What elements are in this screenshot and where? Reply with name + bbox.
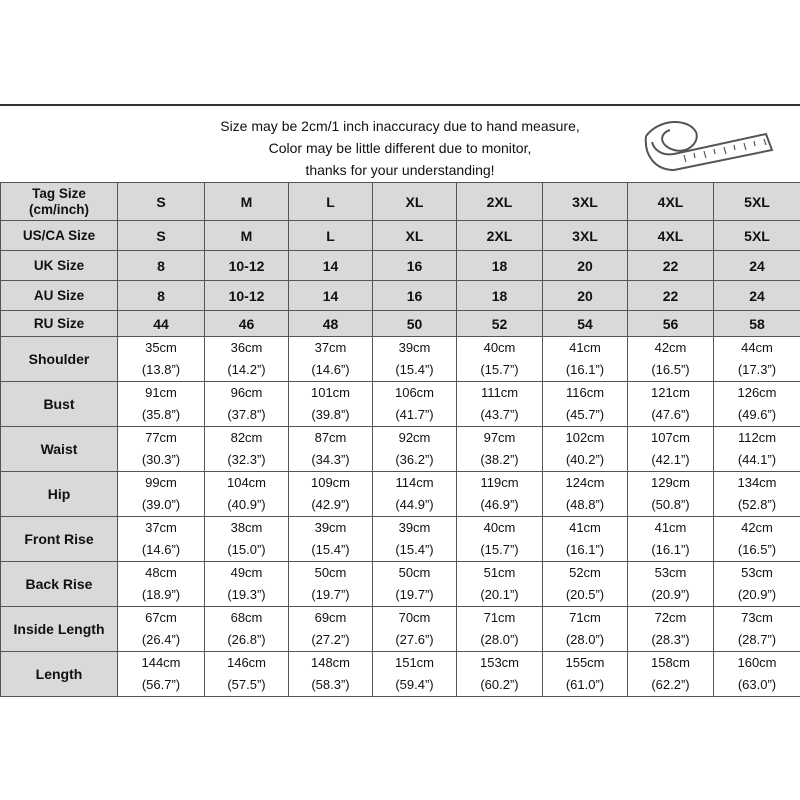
measurement-cell [628,382,714,427]
measurement-cell [205,607,289,652]
cm-value: 126cm [737,385,777,400]
inch-value: (58.3”) [311,677,350,692]
cm-value: 72cm [654,610,687,625]
cm-value: 146cm [226,655,267,670]
inch-value: (42.9”) [311,497,350,512]
measurement-cell [289,427,373,472]
size-cell: 46 [205,311,289,337]
measurement-cell [457,517,543,562]
inch-value: (49.6”) [737,407,777,422]
measurement-cell [714,562,800,607]
size-cell: S [118,183,205,221]
cm-value: 37cm [145,520,177,535]
measurement-label: Front Rise [1,517,118,562]
cm-value: 73cm [741,610,773,625]
cm-value: 40cm [483,520,516,535]
measurement-cell [205,562,289,607]
measurement-row [1,517,800,562]
cm-value: 67cm [145,610,177,625]
measurement-cell [628,562,714,607]
measurement-cell [714,517,800,562]
cm-value: 51cm [483,565,516,580]
cm-value: 41cm [569,340,601,355]
size-row [1,251,800,281]
inch-value: (39.8”) [311,407,350,422]
cm-value: 48cm [145,565,177,580]
inch-value: (26.8”) [227,632,266,647]
measurement-cell [543,607,628,652]
measurement-cell [118,517,205,562]
inch-value: (52.8”) [737,497,777,512]
size-cell: L [289,221,373,251]
inch-value: (57.5”) [227,677,266,692]
note-line-3: thanks for your understanding! [305,162,495,178]
inch-value: (20.1”) [480,587,519,602]
size-row [1,183,800,221]
measurement-cell [289,652,373,697]
cm-value: 50cm [398,565,431,580]
measurement-row [1,427,800,472]
measurement-cell [543,337,628,382]
inch-value: (48.8”) [565,497,605,512]
measurement-cell [118,337,205,382]
inch-value: (20.5”) [565,587,605,602]
row-label: Tag Size (cm/inch) [1,183,118,221]
cm-value: 116cm [565,385,605,400]
measurement-cell [543,652,628,697]
inch-value: (28.7”) [737,632,777,647]
measurement-cell [205,652,289,697]
cm-value: 121cm [650,385,691,400]
measurement-label: Length [1,652,118,697]
note-line-2: Color may be little different due to monitor, [268,140,532,156]
measurement-cell [628,652,714,697]
measurement-cell [543,562,628,607]
cm-value: 144cm [141,655,181,670]
measurement-cell [714,472,800,517]
measurement-cell [543,427,628,472]
cm-value: 97cm [483,430,516,445]
cm-value: 44cm [741,340,773,355]
inch-value: (16.5”) [737,542,777,557]
inch-value: (47.6”) [651,407,690,422]
cm-value: 41cm [654,520,687,535]
cm-value: 68cm [230,610,263,625]
cm-value: 119cm [480,475,519,490]
inch-value: (61.0”) [565,677,605,692]
measurement-cell [118,607,205,652]
cm-value: 38cm [230,520,263,535]
inch-value: (15.7”) [480,542,519,557]
cm-value: 111cm [480,385,519,400]
cm-value: 70cm [398,610,431,625]
size-chart [0,104,800,696]
measurement-label: Waist [1,427,118,472]
inch-value: (14.6”) [141,542,181,557]
inch-value: (26.4”) [141,632,181,647]
size-cell: 24 [714,251,800,281]
size-cell: 54 [543,311,628,337]
size-row [1,311,800,337]
size-cell: 16 [373,281,457,311]
measurement-row [1,652,800,697]
measurement-cell [543,472,628,517]
inch-value: (36.2”) [395,452,434,467]
inch-value: (38.2”) [480,452,519,467]
cm-value: 40cm [483,340,516,355]
inch-value: (15.0”) [227,542,266,557]
cm-value: 41cm [569,520,601,535]
size-cell: 50 [373,311,457,337]
inch-value: (62.2”) [651,677,690,692]
cm-value: 37cm [314,340,347,355]
size-cell: 8 [118,281,205,311]
inch-value: (63.0”) [737,677,777,692]
measurement-row [1,382,800,427]
measurement-cell [543,382,628,427]
inch-value: (14.6”) [311,362,350,377]
measurement-row [1,607,800,652]
measurement-cell [373,427,457,472]
inch-value: (14.2”) [227,362,266,377]
cm-value: 42cm [654,340,687,355]
measurement-label: Hip [1,472,118,517]
size-cell: 2XL [457,183,543,221]
cm-value: 107cm [650,430,691,445]
size-row [1,221,800,251]
inch-value: (50.8”) [651,497,690,512]
measurement-cell [205,382,289,427]
disclaimer-note [0,106,800,182]
inch-value: (19.3”) [227,587,266,602]
measurement-cell [373,337,457,382]
inch-value: (41.7”) [395,407,434,422]
inch-value: (16.1”) [565,362,605,377]
inch-value: (34.3”) [311,452,350,467]
inch-value: (43.7”) [480,407,519,422]
size-cell: 22 [628,281,714,311]
inch-value: (44.1”) [737,452,777,467]
inch-value: (13.8”) [141,362,181,377]
size-table [0,182,800,697]
size-cell: 4XL [628,183,714,221]
cm-value: 71cm [569,610,601,625]
row-label: US/CA Size [1,221,118,251]
row-label: AU Size [1,281,118,311]
cm-value: 102cm [565,430,605,445]
size-cell: 18 [457,281,543,311]
measurement-cell [373,382,457,427]
size-cell: 5XL [714,183,800,221]
cm-value: 92cm [398,430,431,445]
inch-value: (16.5”) [651,362,690,377]
size-cell: 4XL [628,221,714,251]
inch-value: (16.1”) [651,542,690,557]
inch-value: (45.7”) [565,407,605,422]
inch-value: (39.0”) [141,497,181,512]
measuring-tape-icon [640,114,780,182]
size-cell: 10-12 [205,281,289,311]
size-cell: L [289,183,373,221]
size-cell: 52 [457,311,543,337]
note-line-1: Size may be 2cm/1 inch inaccuracy due to hand measure, [220,118,580,134]
inch-value: (35.8”) [141,407,181,422]
cm-value: 71cm [483,610,516,625]
measurement-cell [205,427,289,472]
size-cell: 56 [628,311,714,337]
measurement-cell [714,337,800,382]
size-cell: 14 [289,281,373,311]
size-cell: XL [373,183,457,221]
inch-value: (28.0”) [565,632,605,647]
measurement-cell [457,427,543,472]
cm-value: 114cm [395,475,434,490]
size-cell: 10-12 [205,251,289,281]
measurement-cell [714,607,800,652]
cm-value: 134cm [737,475,777,490]
cm-value: 124cm [565,475,605,490]
measurement-cell [457,562,543,607]
measurement-cell [118,652,205,697]
cm-value: 52cm [569,565,601,580]
inch-value: (59.4”) [395,677,434,692]
measurement-cell [457,652,543,697]
inch-value: (20.9”) [651,587,690,602]
measurement-cell [373,652,457,697]
size-cell: 16 [373,251,457,281]
size-cell: 20 [543,281,628,311]
measurement-cell [289,472,373,517]
cm-value: 50cm [314,565,347,580]
measurement-cell [628,607,714,652]
inch-value: (18.9”) [141,587,181,602]
inch-value: (28.3”) [651,632,690,647]
size-cell: 20 [543,251,628,281]
measurement-cell [373,517,457,562]
cm-value: 129cm [650,475,691,490]
inch-value: (15.7”) [480,362,519,377]
size-cell: 8 [118,251,205,281]
inch-value: (46.9”) [480,497,519,512]
measurement-cell [543,517,628,562]
size-cell: 58 [714,311,800,337]
inch-value: (56.7”) [141,677,181,692]
size-cell: 24 [714,281,800,311]
row-label: RU Size [1,311,118,337]
cm-value: 160cm [737,655,777,670]
cm-value: 53cm [741,565,773,580]
inch-value: (42.1”) [651,452,690,467]
cm-value: 39cm [314,520,347,535]
measurement-cell [373,607,457,652]
measurement-cell [289,607,373,652]
inch-value: (27.6”) [395,632,434,647]
measurement-cell [714,427,800,472]
cm-value: 87cm [314,430,347,445]
cm-value: 96cm [230,385,263,400]
measurement-cell [205,337,289,382]
inch-value: (37.8”) [227,407,266,422]
cm-value: 42cm [741,520,773,535]
cm-value: 101cm [310,385,351,400]
cm-value: 151cm [394,655,435,670]
inch-value: (15.4”) [395,542,434,557]
size-cell: 2XL [457,221,543,251]
size-cell: S [118,221,205,251]
size-cell: 18 [457,251,543,281]
size-cell: M [205,221,289,251]
inch-value: (17.3”) [737,362,777,377]
inch-value: (15.4”) [395,362,434,377]
measurement-label: Inside Length [1,607,118,652]
cm-value: 91cm [145,385,177,400]
cm-value: 82cm [230,430,263,445]
size-cell: 3XL [543,221,628,251]
size-cell: 14 [289,251,373,281]
measurement-label: Shoulder [1,337,118,382]
inch-value: (27.2”) [311,632,350,647]
cm-value: 77cm [145,430,177,445]
measurement-cell [628,427,714,472]
measurement-cell [628,517,714,562]
inch-value: (15.4”) [311,542,350,557]
measurement-row [1,337,800,382]
cm-value: 148cm [310,655,351,670]
measurement-cell [289,562,373,607]
measurement-cell [457,472,543,517]
inch-value: (20.9”) [737,587,777,602]
cm-value: 104cm [226,475,267,490]
measurement-cell [118,472,205,517]
inch-value: (19.7”) [395,587,434,602]
cm-value: 35cm [145,340,177,355]
row-label: UK Size [1,251,118,281]
cm-value: 49cm [230,565,263,580]
size-cell: 5XL [714,221,800,251]
measurement-cell [118,562,205,607]
measurement-row [1,472,800,517]
measurement-cell [289,517,373,562]
size-cell: M [205,183,289,221]
measurement-label: Back Rise [1,562,118,607]
measurement-cell [628,337,714,382]
measurement-cell [205,472,289,517]
size-cell: 48 [289,311,373,337]
measurement-label: Bust [1,382,118,427]
measurement-cell [628,472,714,517]
size-cell: XL [373,221,457,251]
measurement-cell [457,382,543,427]
measurement-cell [373,562,457,607]
cm-value: 106cm [394,385,435,400]
measurement-cell [118,427,205,472]
inch-value: (30.3”) [141,452,181,467]
measurement-cell [205,517,289,562]
measurement-cell [714,652,800,697]
measurement-cell [457,337,543,382]
inch-value: (44.9”) [395,497,434,512]
inch-value: (60.2”) [480,677,519,692]
cm-value: 109cm [310,475,351,490]
cm-value: 39cm [398,340,431,355]
cm-value: 112cm [737,430,777,445]
measurement-cell [118,382,205,427]
measurement-cell [289,337,373,382]
inch-value: (32.3”) [227,452,266,467]
measurement-cell [457,607,543,652]
size-row [1,281,800,311]
cm-value: 158cm [650,655,691,670]
inch-value: (16.1”) [565,542,605,557]
cm-value: 99cm [145,475,177,490]
cm-value: 53cm [654,565,687,580]
size-cell: 22 [628,251,714,281]
cm-value: 39cm [398,520,431,535]
size-cell: 3XL [543,183,628,221]
cm-value: 36cm [230,340,263,355]
measurement-cell [289,382,373,427]
measurement-cell [373,472,457,517]
cm-value: 69cm [314,610,347,625]
inch-value: (19.7”) [311,587,350,602]
inch-value: (40.9”) [227,497,266,512]
inch-value: (28.0”) [480,632,519,647]
measurement-row [1,562,800,607]
measurement-cell [714,382,800,427]
cm-value: 153cm [479,655,520,670]
inch-value: (40.2”) [565,452,605,467]
size-cell: 44 [118,311,205,337]
cm-value: 155cm [565,655,605,670]
